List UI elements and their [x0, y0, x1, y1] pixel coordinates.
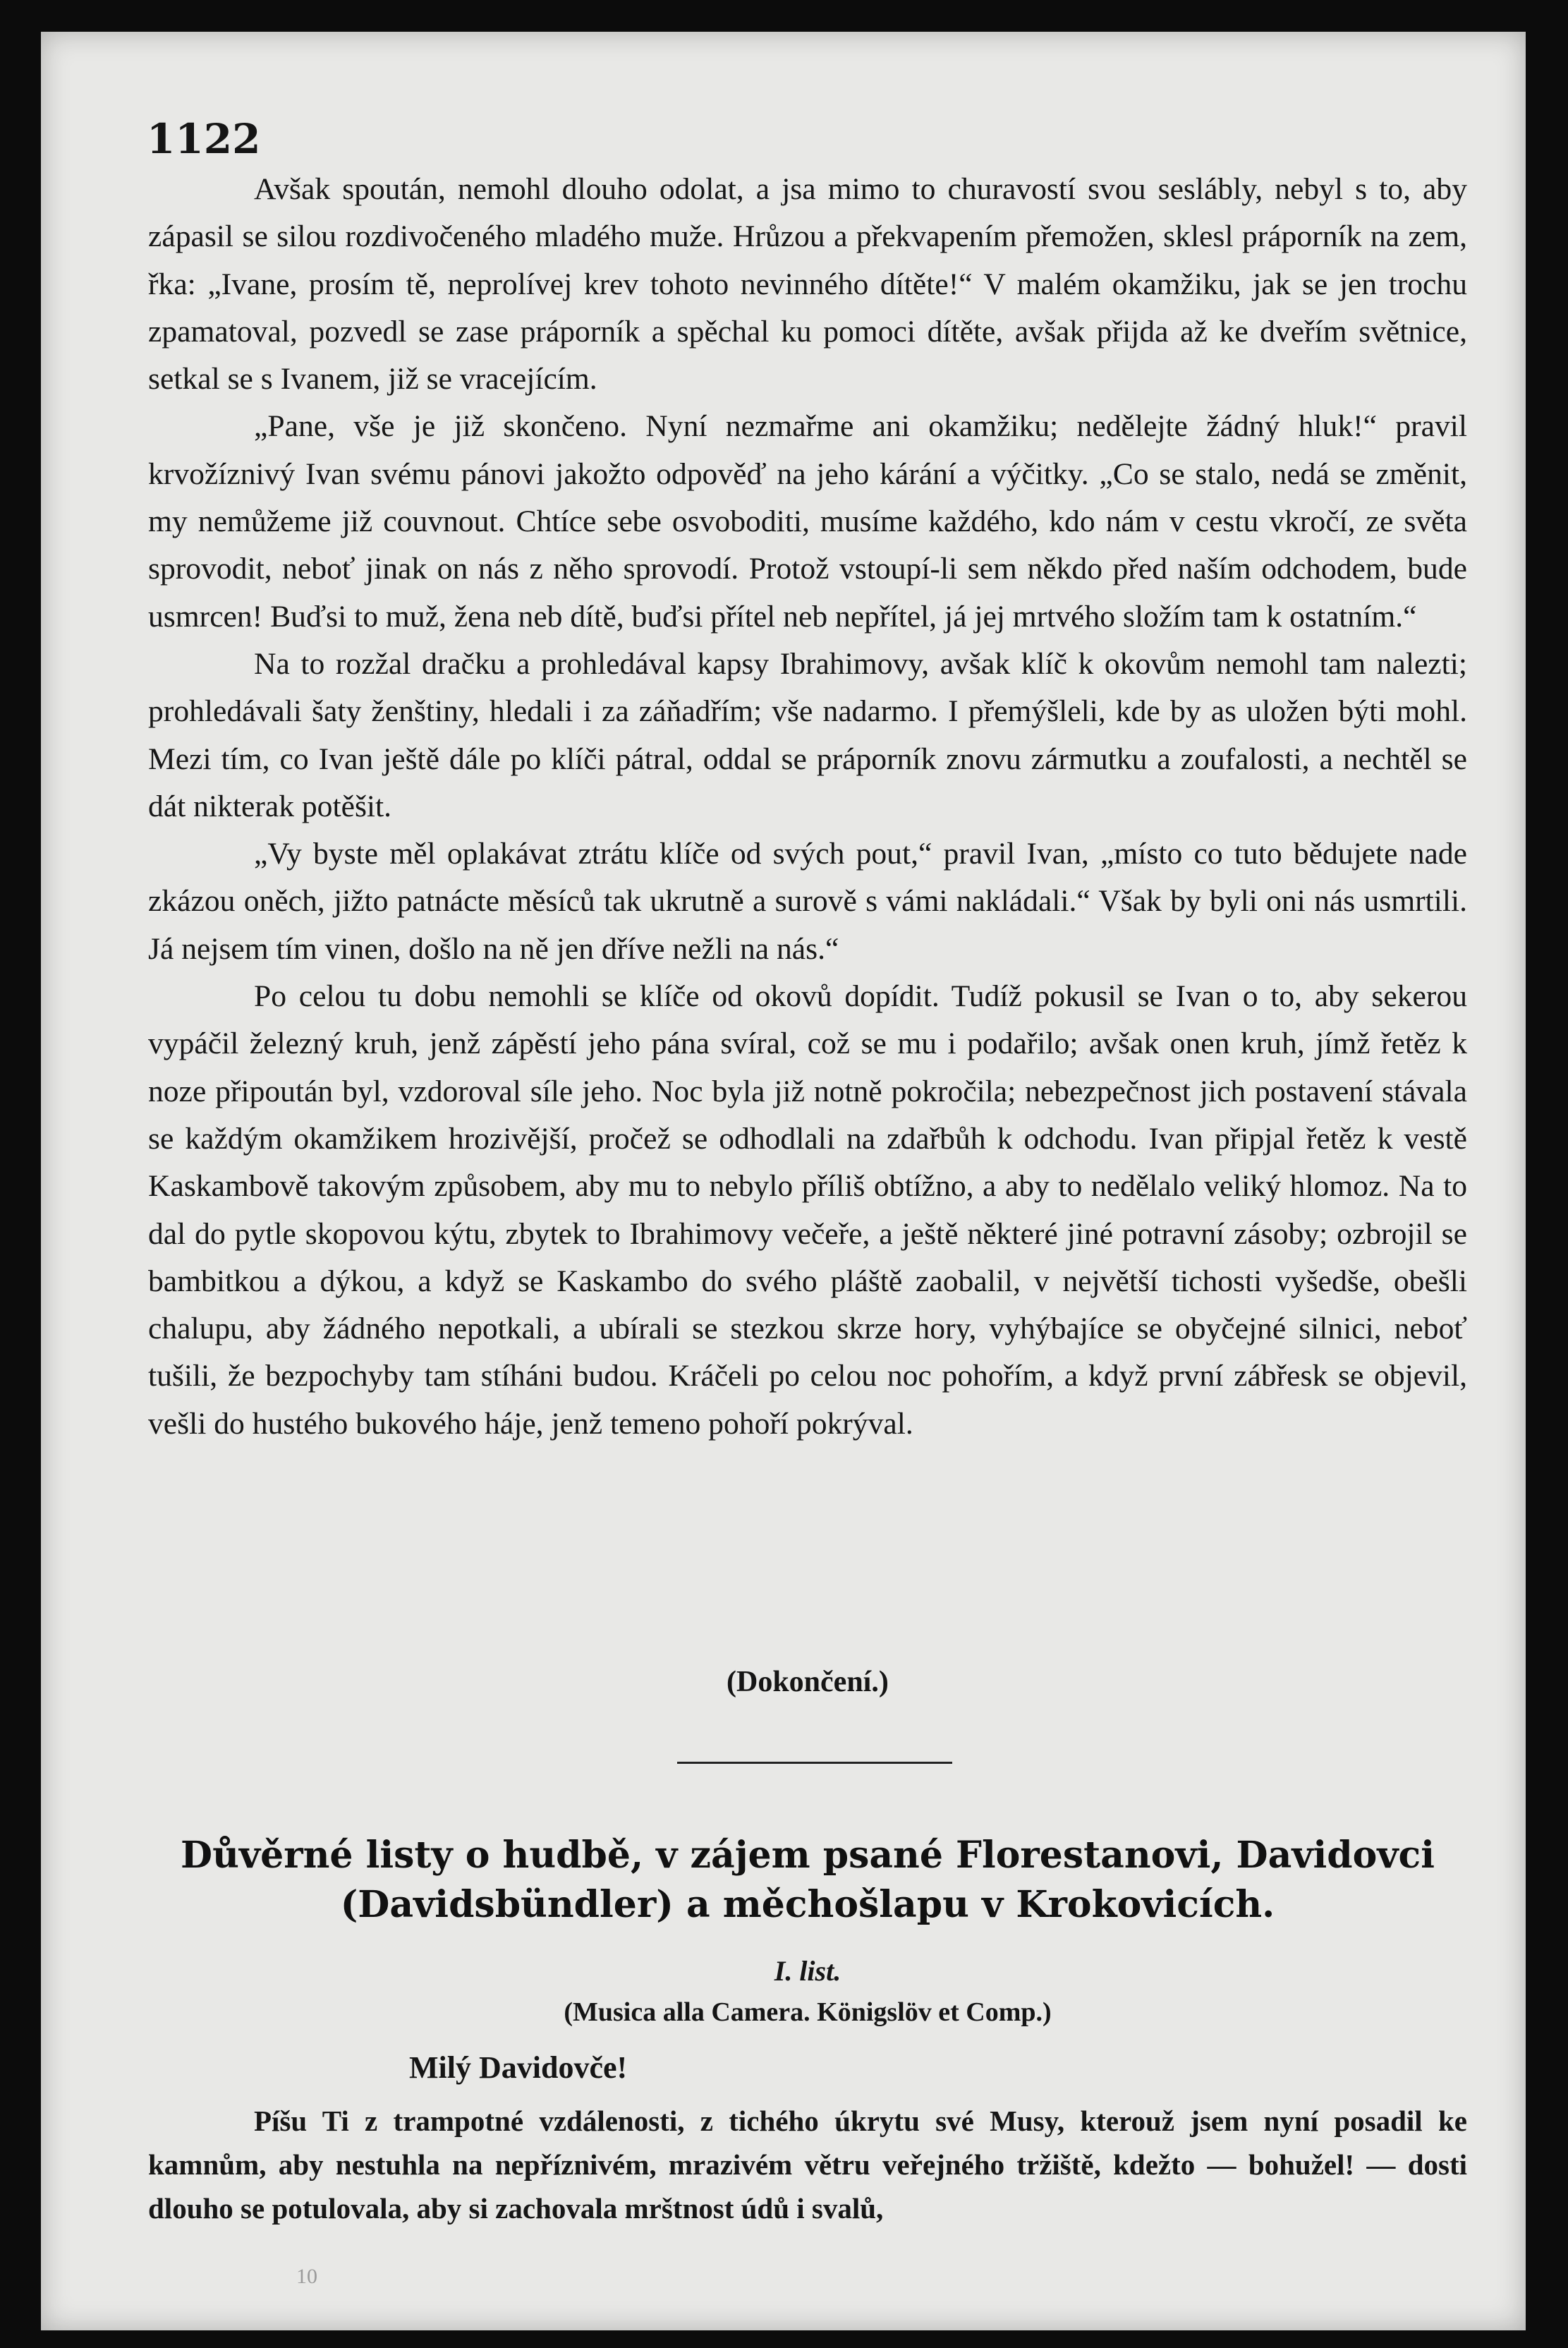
letter-number: I. list. [774, 1955, 841, 1987]
article-title: Důvěrné listy o hudbě, v zájem psané Florestanovi, Davidovci (Davidsbündler) a měchošlapu v Krokovicích. [181, 1834, 1435, 1926]
end-note: (Dokončení.) [727, 1666, 889, 1698]
letter-salutation: Milý Davidovče! [409, 2050, 628, 2085]
story-paragraph-1: Avšak spoután, nemohl dlouho odolat, a jsa mimo to churavostí svou seslábly, nebyl s to, aby zápasil se silou rozdivočeného mladého muže. Hrůzou a překvapením přemožen, sklesl práporník na zem, řka: „Ivane, prosím tě, neprolívej krev tohoto nevinného dítěte!“ V malém okamžiku, jak se jen trochu zpamatoval, pozvedl se zase práporník a spěchal ku pomoci dítěte, avšak přijda až ke dveřím světnice, setkal se s Ivanem, již se vracejícím. [148, 172, 1467, 397]
page-number: 1122 [147, 115, 261, 163]
letter-dedication: (Musica alla Camera. Königslöv et Comp.) [564, 1997, 1052, 2027]
bleed-through-mark: 10 [296, 2265, 317, 2288]
story-text [148, 166, 1467, 1448]
section-divider [677, 1762, 952, 1764]
story-paragraph-2: „Pane, vše je již skončeno. Nyní nezmařme ani okamžiku; nedělejte žádný hluk!“ pravil krvožíznivý Ivan svému pánovi jakožto odpověď na jeho kárání a výčitky. „Co se stalo, nedá se změnit, my nemůžeme již couvnout. Chtíce sebe osvoboditi, musíme každého, kdo nám v cestu vkročí, ze světa sprovodit, neboť jinak on nás z něho sprovodí. Protož vstoupí-li sem někdo před naším odchodem, bude usmrcen! Buďsi to muž, žena neb dítě, buďsi přítel neb nepřítel, já jej mrtvého složím tam k ostatním.“ [148, 409, 1467, 634]
story-paragraph-4: „Vy byste měl oplakávat ztrátu klíče od svých pout,“ pravil Ivan, „místo co tuto bědujete nade zkázou oněch, jižto patnácte měsíců tak ukrutně a surově s vámi nakládali.“ Však by byli oni nás usmrtili. Já nejsem tím vinen, došlo na ně jen dříve nežli na nás.“ [148, 837, 1467, 966]
letter-body: Píšu Ti z trampotné vzdálenosti, z tichého úkrytu své Musy, kterouž jsem nyní posadil ke kamnům, aby nestuhla na nepříznivém, mrazivém větru veřejného tržiště, kdežto — bohužel! — dosti dlouho se potulovala, aby si zachovala mrštnost údů i svalů, [148, 2105, 1467, 2225]
story-paragraph-3: Na to rozžal dračku a prohledával kapsy Ibrahimovy, avšak klíč k okovům nemohl tam nalezti; prohledávali šaty ženštiny, hledali i za záňadřím; vše nadarmo. I přemýšleli, kde by as uložen býti mohl. Mezi tím, co Ivan ještě dále po klíči pátral, oddal se práporník znovu zármutku a zoufalosti, a nechtěl se dát nikterak potěšit. [148, 646, 1467, 823]
story-paragraph-5: Po celou tu dobu nemohli se klíče od okovů dopídit. Tudíž pokusil se Ivan o to, aby sekerou vypáčil železný kruh, jenž zápěstí jeho pána svíral, což se mu i podařilo; avšak onen kruh, jímž řetěz k noze připoután byl, vzdoroval síle jeho. Noc byla již notně pokročila; nebezpečnost jich postavení stávala se každým okamžikem hrozivější, pročež se odhodlali na zdařbůh k odchodu. Ivan připjal řetěz k vestě Kaskambově takovým způsobem, aby mu to nebylo příliš obtížno, a aby to nedělalo veliký hlomoz. Na to dal do pytle skopovou kýtu, zbytek to Ibrahimovy večeře, a ještě některé jiné potravní zásoby; ozbrojil se bambitkou a dýkou, a když se Kaskambo do svého pláště zaobalil, v největší tichosti vyšedše, obešli chalupu, aby žádného nepotkali, a ubírali se stezkou skrze hory, vyhýbajíce se obyčejné silnici, neboť tušili, že bezpochyby tam stíháni budou. Kráčeli po celou noc pohořím, a když první zábřesk se objevil, vešli do hustého bukového háje, jenž temeno pohoří pokrýval. [148, 979, 1467, 1441]
